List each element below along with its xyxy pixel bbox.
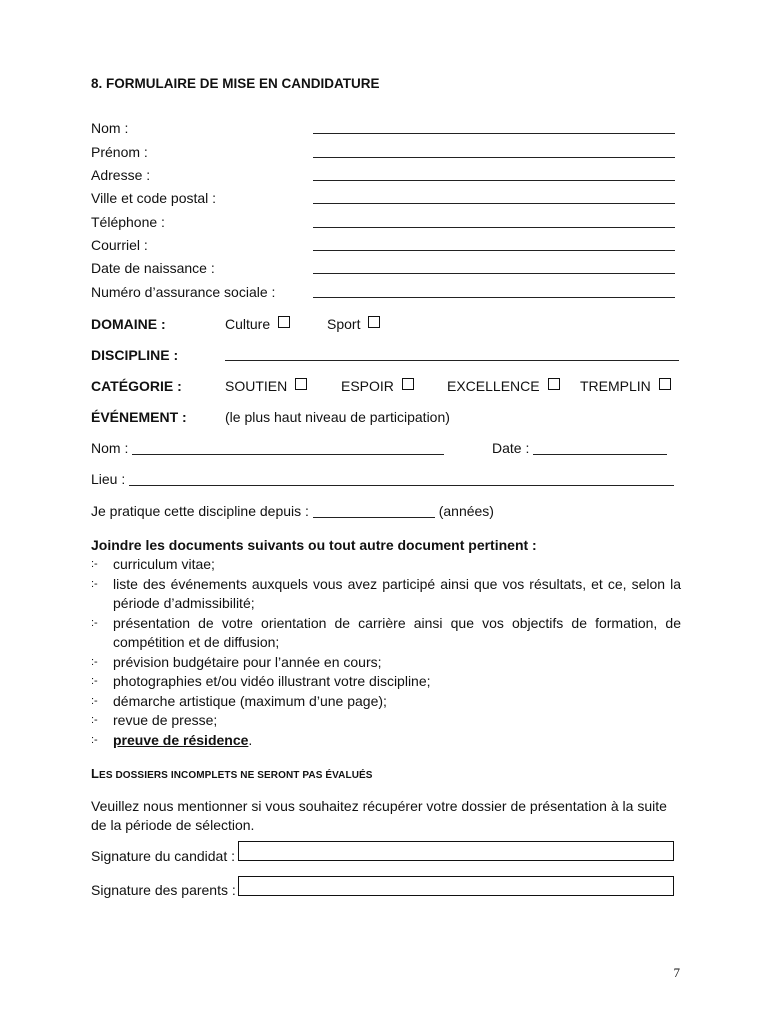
evenement-lieu-input[interactable] <box>129 471 674 486</box>
evenement-date-input[interactable] <box>533 440 667 455</box>
arrow-bullet-icon: :- <box>91 655 98 668</box>
arrow-bullet-icon: :- <box>91 733 98 746</box>
field-label-adresse: Adresse : <box>91 167 151 183</box>
field-input-adresse[interactable] <box>313 180 675 181</box>
arrow-bullet-icon: :- <box>91 714 98 726</box>
field-label-telephone: Téléphone : <box>91 214 165 230</box>
field-input-telephone[interactable] <box>313 227 675 228</box>
checkbox-espoir[interactable] <box>402 378 414 390</box>
field-label-date-naissance: Date de naissance : <box>91 260 215 276</box>
field-label-prenom: Prénom : <box>91 144 148 160</box>
categorie-option-soutien <box>225 378 307 394</box>
categorie-label: CATÉGORIE : <box>91 378 182 394</box>
field-label-nom: Nom : <box>91 120 129 136</box>
domaine-label: DOMAINE : <box>91 316 166 332</box>
evenement-lieu-label: Lieu : <box>91 471 126 487</box>
form-title: 8. FORMULAIRE DE MISE EN CANDIDATURE <box>91 76 380 91</box>
evenement-nom-row <box>91 440 444 456</box>
list-item: :- démarche artistique (maximum d’une page); <box>91 692 681 712</box>
categorie-option-excellence <box>447 378 560 394</box>
pratique-input[interactable] <box>313 503 435 518</box>
field-input-courriel[interactable] <box>313 250 675 251</box>
list-item: :- prévision budgétaire pour l’année en cours; <box>91 653 681 673</box>
list-item: :- photographies et/ou vidéo illustrant votre discipline; <box>91 672 681 692</box>
field-input-nas[interactable] <box>313 297 675 298</box>
page-number: 7 <box>673 965 680 980</box>
checkbox-excellence[interactable] <box>548 378 560 390</box>
field-input-date-naissance[interactable] <box>313 273 675 274</box>
pratique-row <box>91 503 494 519</box>
list-item: :- curriculum vitae; <box>91 555 681 575</box>
field-label-nas: Numéro d’assurance sociale : <box>91 284 276 300</box>
signature-candidat-box[interactable] <box>238 841 674 861</box>
evenement-date-row <box>492 440 667 456</box>
domaine-culture-label: Culture <box>225 316 271 332</box>
arrow-bullet-icon: :- <box>91 694 98 707</box>
arrow-bullet-icon: :- <box>91 675 98 687</box>
preuve-residence: preuve de résidence <box>113 731 249 748</box>
pratique-label: Je pratique cette discipline depuis : <box>91 503 309 519</box>
pratique-suffix: (années) <box>438 503 494 519</box>
arrow-bullet-icon: :- <box>91 577 98 590</box>
checkbox-tremplin[interactable] <box>659 378 671 390</box>
domaine-option-sport <box>327 316 380 332</box>
arrow-bullet-icon: :- <box>91 558 98 570</box>
categorie-option-espoir <box>341 378 414 394</box>
field-input-nom[interactable] <box>313 133 675 134</box>
field-input-ville[interactable] <box>313 203 675 204</box>
documents-heading: Joindre les documents suivants ou tout autre document pertinent : <box>91 537 537 553</box>
categorie-soutien-label: SOUTIEN <box>225 378 288 394</box>
categorie-excellence-label: EXCELLENCE <box>447 378 540 394</box>
incomplete-notice: LES DOSSIERS INCOMPLETS NE SERONT PAS ÉVALUÉS <box>91 766 373 781</box>
checkbox-soutien[interactable] <box>295 378 307 390</box>
signature-parents-box[interactable] <box>238 876 674 896</box>
domaine-sport-label: Sport <box>327 316 361 332</box>
categorie-espoir-label: ESPOIR <box>341 378 394 394</box>
field-label-courriel: Courriel : <box>91 237 148 253</box>
categorie-tremplin-label: TREMPLIN <box>580 378 651 394</box>
discipline-label: DISCIPLINE : <box>91 347 179 363</box>
discipline-input[interactable] <box>225 360 679 361</box>
signature-parents-label: Signature des parents : <box>91 882 236 898</box>
evenement-lieu-row <box>91 471 674 487</box>
domaine-option-culture <box>225 316 290 332</box>
list-item: :- présentation de votre orientation de carrière ainsi que vos objectifs de formation, de compétition et de diffusion; <box>91 614 681 650</box>
categorie-option-tremplin <box>580 378 671 394</box>
evenement-nom-input[interactable] <box>132 440 444 455</box>
list-item: :- preuve de résidence. <box>91 731 681 751</box>
evenement-label: ÉVÉNEMENT : <box>91 409 187 425</box>
evenement-nom-label: Nom : <box>91 440 129 456</box>
evenement-date-label: Date : <box>492 440 530 456</box>
evenement-note: (le plus haut niveau de participation) <box>225 409 450 425</box>
list-item: :- liste des événements auxquels vous avez participé ainsi que vos résultats, et ce, selon la période d’admissibilité; <box>91 575 681 611</box>
arrow-bullet-icon: :- <box>91 616 98 629</box>
list-item: :- revue de presse; <box>91 711 681 731</box>
recover-paragraph: Veuillez nous mentionner si vous souhaitez récupérer votre dossier de présentation à la suite de la période de sélection. <box>91 798 667 833</box>
checkbox-sport[interactable] <box>368 316 380 328</box>
checkbox-culture[interactable] <box>278 316 290 328</box>
documents-list <box>91 555 681 750</box>
field-label-ville: Ville et code postal : <box>91 190 217 206</box>
signature-candidat-label: Signature du candidat : <box>91 848 235 864</box>
field-input-prenom[interactable] <box>313 157 675 158</box>
